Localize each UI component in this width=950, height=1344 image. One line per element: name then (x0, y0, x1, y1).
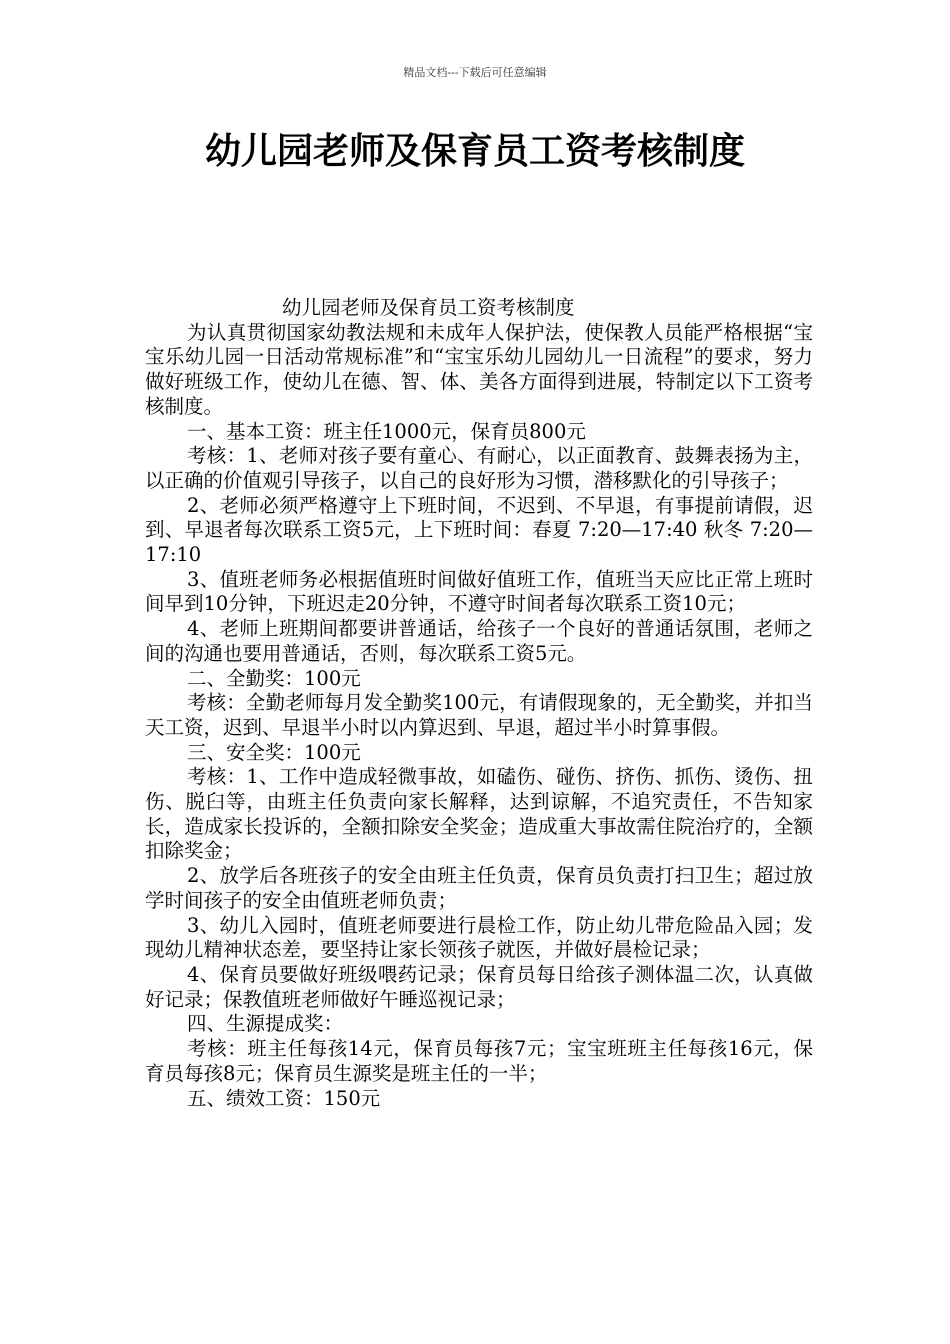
section-heading-basic-salary: 一、基本工资：班主任1000元，保育员800元 (187, 419, 586, 443)
paragraph: 2、放学后各班孩子的安全由班主任负责，保育员负责打扫卫生；超过放学时间孩子的安全由值班老师负责； (145, 864, 813, 912)
paragraph: 4、保育员要做好班级喂药记录；保育员每日给孩子测体温二次，认真做好记录；保教值班老师做好午睡巡视记录； (145, 962, 813, 1011)
paragraph: 3、幼儿入园时，值班老师要进行晨检工作，防止幼儿带危险品入园；发现幼儿精神状态差，要坚持让家长领孩子就医，并做好晨检记录； (145, 913, 813, 962)
paragraph: 考核：班主任每孩14元，保育员每孩7元；宝宝班班主任每孩16元，保育员每孩8元；保育员生源奖是班主任的一半； (145, 1037, 813, 1085)
paragraph: 考核：1、工作中造成轻微事故，如磕伤、碰伤、挤伤、抓伤、烫伤、扭伤、脱臼等，由班主任负责向家长解释，达到谅解，不追究责任，不告知家长，造成家长投诉的，全额扣除安全奖金；造成重大事故需住院治疗的，全额扣除奖金； (145, 765, 813, 863)
document-title: 幼儿园老师及保育员工资考核制度 (204, 131, 745, 172)
section-heading-enrollment-bonus: 四、生源提成奖： (187, 1012, 344, 1036)
section-heading-attendance-bonus: 二、全勤奖：100元 (187, 666, 361, 690)
document-body (145, 296, 813, 1111)
paragraph: 4、老师上班期间都要讲普通话，给孩子一个良好的普通话氛围，老师之间的沟通也要用普通话，否则，每次联系工资5元。 (145, 617, 813, 665)
section-heading-safety-bonus: 三、安全奖：100元 (187, 740, 361, 764)
section-heading-performance-salary: 五、绩效工资：150元 (187, 1086, 381, 1110)
header-note: 精品文档---下载后可任意编辑 (403, 66, 547, 79)
paragraph: 3、值班老师务必根据值班时间做好值班工作，值班当天应比正常上班时间早到10分钟，下班迟走20分钟，不遵守时间者每次联系工资10元； (145, 567, 813, 616)
paragraph: 考核：全勤老师每月发全勤奖100元，有请假现象的，无全勤奖，并扣当天工资，迟到、早退半小时以内算迟到、早退，超过半小时算事假。 (145, 691, 813, 739)
paragraph: 考核：1、老师对孩子要有童心、有耐心，以正面教育、鼓舞表扬为主，以正确的价值观引导孩子，以自己的良好形为习惯，潜移默化的引导孩子； (145, 444, 813, 492)
document-subtitle: 幼儿园老师及保育员工资考核制度 (282, 296, 575, 319)
paragraph: 2、老师必须严格遵守上下班时间，不迟到、不早退，有事提前请假，迟到、早退者每次联系工资5元，上下班时间：春夏 7:20—17:40 秋冬 7:20—17:10 (145, 493, 813, 567)
intro-paragraph: 为认真贯彻国家幼教法规和未成年人保护法，使保教人员能严格根据“宝宝乐幼儿园一日活动常规标准”和“宝宝乐幼儿园幼儿一日流程”的要求，努力做好班级工作，使幼儿在德、智、体、美各方面得到进展，特制定以下工资考核制度。 (145, 320, 813, 418)
